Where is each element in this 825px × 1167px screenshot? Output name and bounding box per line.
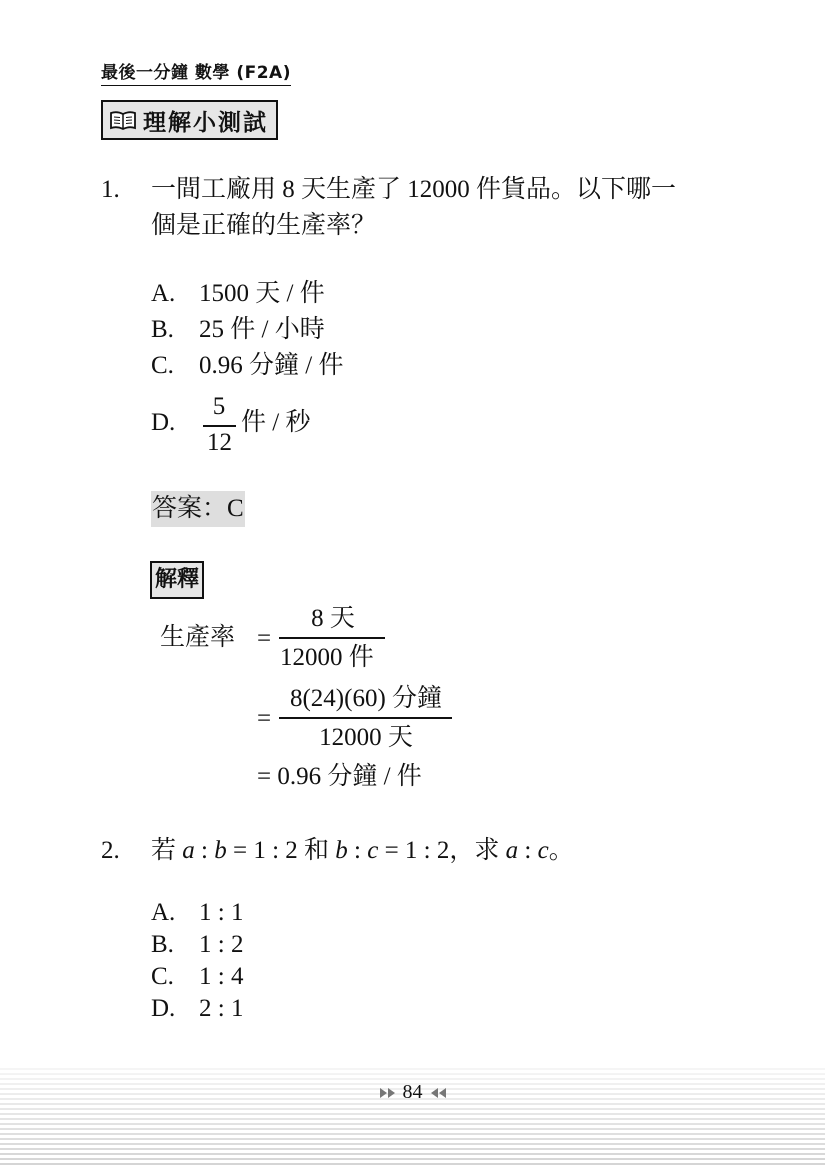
option-letter: A. <box>151 280 176 307</box>
option-text: 1 : 1 <box>199 899 244 926</box>
running-header: 最後一分鐘 數學 (F2A) <box>101 62 291 86</box>
fraction-numerator: 5 <box>212 393 226 420</box>
question-1-option-a <box>151 279 325 309</box>
fraction-1-bar <box>279 637 385 639</box>
lhs-label: 生產率 <box>160 624 236 651</box>
page-footer <box>0 1081 825 1104</box>
question-1-option-c <box>151 351 343 381</box>
page-number: 84 <box>402 1081 423 1103</box>
option-text: 1 : 2 <box>199 931 244 958</box>
option-letter: B. <box>151 931 174 958</box>
question-1-option-d <box>151 392 451 462</box>
question-2-option-c <box>151 962 243 992</box>
explanation-working <box>150 600 550 800</box>
question-2-option-b <box>151 930 243 960</box>
option-letter: C. <box>151 352 174 379</box>
fraction-1-numerator: 8 天 <box>311 605 355 632</box>
fraction-2-denominator: 12000 天 <box>319 724 413 751</box>
answer-highlight: 答案：C <box>151 491 245 527</box>
question-2-option-d <box>151 994 243 1024</box>
option-letter: D. <box>151 995 176 1022</box>
section-heading <box>101 100 278 140</box>
double-arrow-right-icon <box>379 1087 397 1099</box>
open-book-icon <box>109 109 137 131</box>
fraction-2-bar <box>279 717 452 719</box>
option-text: 2 : 1 <box>199 995 244 1022</box>
question-1-line-2: 個是正確的生產率？ <box>151 212 377 239</box>
question-1-line-1: 一間工廠用 8 天生產了 12000 件貨品。以下哪一 <box>151 176 677 203</box>
explanation-label: 解釋 <box>150 561 204 599</box>
option-letter: C. <box>151 963 174 990</box>
fraction-bar <box>203 425 236 427</box>
option-letter: A. <box>151 899 176 926</box>
option-text: 件 / 秒 <box>241 409 311 436</box>
option-text: 1500 天 / 件 <box>199 280 325 307</box>
fraction-2-numerator: 8(24)(60) 分鐘 <box>289 685 443 712</box>
fraction-denominator: 12 <box>207 429 232 456</box>
option-letter: D. <box>151 409 176 436</box>
option-text: 1 : 4 <box>199 963 244 990</box>
question-1-number: 1. <box>101 176 120 203</box>
option-letter: B. <box>151 316 174 343</box>
section-title: 理解小測試 <box>143 109 268 136</box>
question-2-number: 2. <box>101 837 120 864</box>
question-1-option-b <box>151 315 325 345</box>
equals-sign: = <box>257 625 272 652</box>
equals-sign: = <box>257 705 272 732</box>
result-line: = 0.96 分鐘 / 件 <box>257 763 422 790</box>
fraction-1-denominator: 12000 件 <box>280 644 374 671</box>
option-text: 25 件 / 小時 <box>199 316 325 343</box>
option-text: 0.96 分鐘 / 件 <box>199 352 344 379</box>
question-2-text: 若 a : b = 1 : 2 和 b : c = 1 : 2，求 a : c。 <box>151 837 574 864</box>
double-arrow-left-icon <box>429 1087 447 1099</box>
question-2-option-a <box>151 898 243 928</box>
